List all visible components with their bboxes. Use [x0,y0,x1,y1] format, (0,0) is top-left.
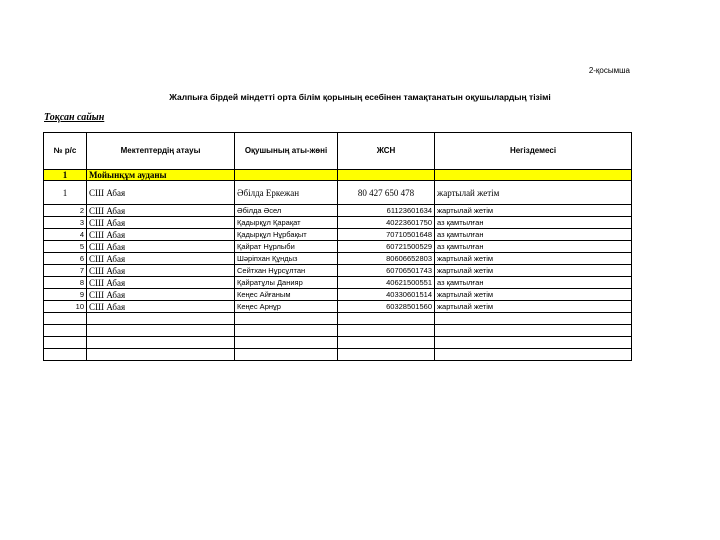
row-iin: 80606652803 [338,253,435,265]
row-basis: аз қамтылған [435,217,632,229]
empty-row [44,337,632,349]
row-student: Қадырқұл Қарақат [235,217,338,229]
row-school: СШ Абая [87,253,235,265]
table-row [44,289,632,301]
row-basis: жартылай жетім [435,181,632,205]
row-number: 1 [44,181,87,205]
document-title: Жалпыға бірдей міндетті орта білім қорының есебінен тамақтанатын оқушылардың тізімі [169,92,551,102]
district-row [44,170,632,181]
row-iin: 40330601514 [338,289,435,301]
row-basis: аз қамтылған [435,229,632,241]
empty-row [44,349,632,361]
header-iin: ЖСН [338,133,435,170]
row-iin: 60721500529 [338,241,435,253]
table-row [44,217,632,229]
row-number: 8 [44,277,87,289]
row-iin: 60328501560 [338,301,435,313]
row-number: 2 [44,205,87,217]
header-number: № р/с [44,133,87,170]
row-basis: жартылай жетім [435,289,632,301]
annex-label: 2-қосымша [588,66,630,75]
district-number: 1 [44,170,87,181]
empty-row [44,325,632,337]
table-row [44,241,632,253]
header-basis: Негіздемесі [435,133,632,170]
row-school: СШ Абая [87,229,235,241]
row-iin: 61123601634 [338,205,435,217]
row-school: СШ Абая [87,265,235,277]
row-number: 4 [44,229,87,241]
row-school: СШ Абая [87,289,235,301]
row-iin: 80 427 650 478 [338,181,435,205]
row-student: Қадырқұл Нұрбақыт [235,229,338,241]
row-school: СШ Абая [87,205,235,217]
row-iin: 40621500551 [338,277,435,289]
row-school: СШ Абая [87,217,235,229]
row-number: 3 [44,217,87,229]
row-student: Қайратұлы Данияр [235,277,338,289]
row-basis: жартылай жетім [435,301,632,313]
row-student: Әбілда Еркежан [235,181,338,205]
table-row [44,205,632,217]
row-student: Кеңес Айғаным [235,289,338,301]
table-header-row [44,133,632,170]
row-school: СШ Абая [87,277,235,289]
header-student: Оқушының аты-жөні [235,133,338,170]
row-iin: 60706501743 [338,265,435,277]
row-number: 5 [44,241,87,253]
row-school: СШ Абая [87,241,235,253]
row-number: 6 [44,253,87,265]
row-school: СШ Абая [87,181,235,205]
row-basis: аз қамтылған [435,241,632,253]
table-row [44,253,632,265]
row-student: Кеңес Арнұр [235,301,338,313]
row-student: Шәріпхан Құндыз [235,253,338,265]
table-row [44,181,632,205]
table-row [44,229,632,241]
row-basis: аз қамтылған [435,277,632,289]
row-iin: 70710501648 [338,229,435,241]
row-student: Әбілда Әсел [235,205,338,217]
table-row [44,265,632,277]
period-subtitle: Тоқсан сайын [44,112,105,123]
row-basis: жартылай жетім [435,205,632,217]
students-table [43,132,632,361]
row-number: 10 [44,301,87,313]
row-basis: жартылай жетім [435,253,632,265]
row-student: Қайрат Нұрлыби [235,241,338,253]
row-student: Сейтхан Нұрсұлтан [235,265,338,277]
row-number: 7 [44,265,87,277]
table-row [44,301,632,313]
row-school: СШ Абая [87,301,235,313]
row-number: 9 [44,289,87,301]
empty-row [44,313,632,325]
table-row [44,277,632,289]
row-iin: 40223601750 [338,217,435,229]
district-name: Мойынқұм ауданы [87,170,235,181]
header-school: Мектептердің атауы [87,133,235,170]
row-basis: жартылай жетім [435,265,632,277]
